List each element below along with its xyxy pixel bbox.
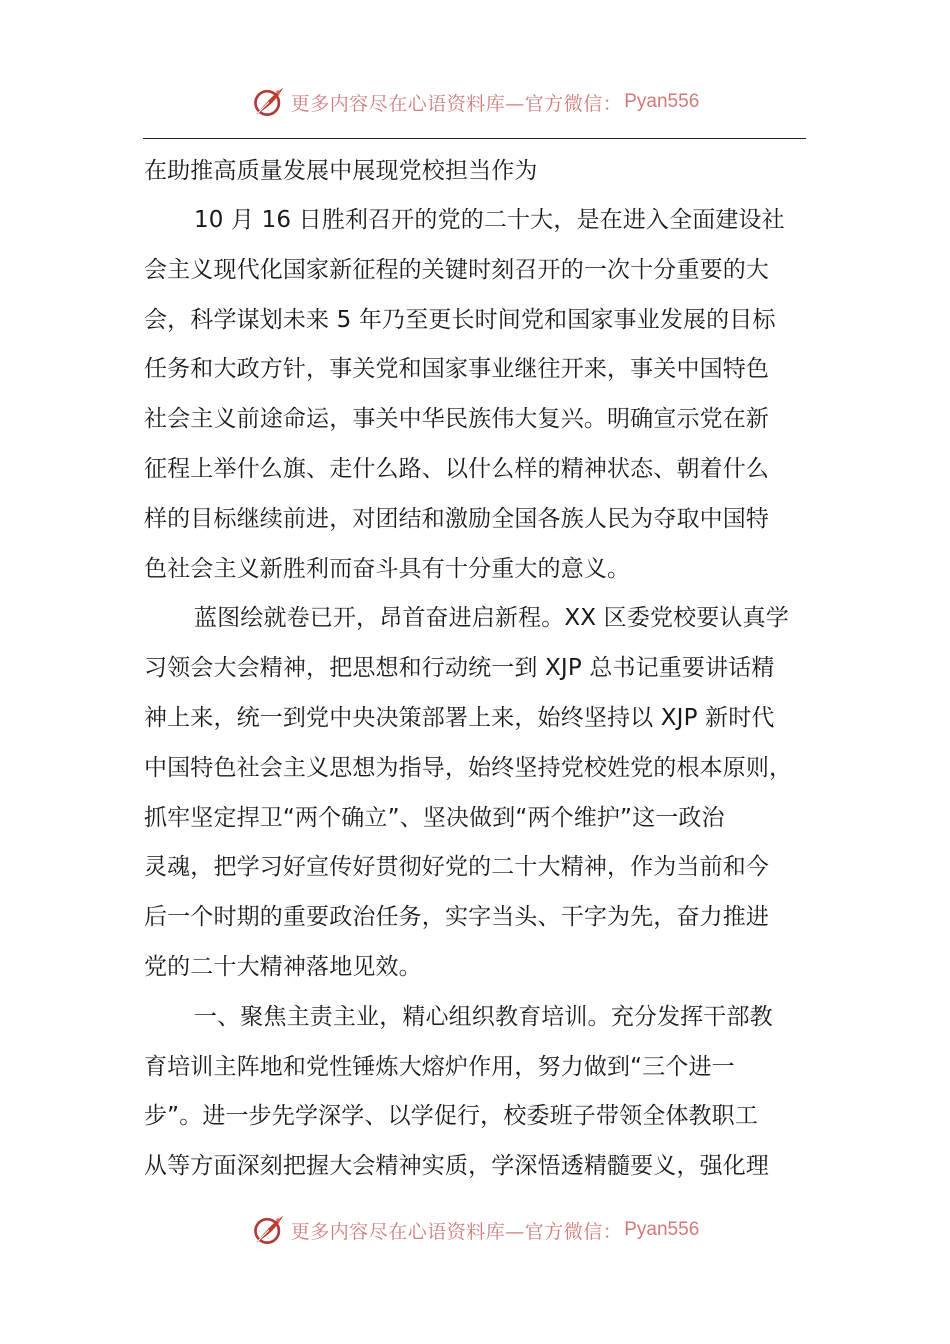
quill-logo-icon — [251, 1212, 287, 1248]
text-line: 10 月 16 日胜利召开的党的二十大，是在进入全面建设社 — [194, 207, 785, 233]
text-line: 会主义现代化国家新征程的关键时刻召开的一次十分重要的大 — [144, 256, 770, 283]
text-line: 后一个时期的重要政治任务，实字当头、干字为先，奋力推进 — [144, 904, 770, 931]
text-line: 抓牢坚定捍卫“两个确立”、坚决做到“两个维护”这一政治 — [144, 804, 725, 831]
text-line: 社会主义前途命运，事关中华民族伟大复兴。明确宣示党在新 — [144, 406, 770, 433]
text-line: 征程上举什么旗、走什么路、以什么样的精神状态、朝着什么 — [144, 455, 770, 482]
text-line: 习领会大会精神，把思想和行动统一到 XJP 总书记重要讲话精 — [144, 655, 775, 682]
text-line: 育培训主阵地和党性锤炼大熔炉作用，努力做到“三个进一 — [144, 1053, 735, 1080]
quill-logo-icon — [251, 84, 287, 120]
header-divider — [143, 138, 806, 139]
footer-banner — [0, 1208, 950, 1252]
footer-wechat-id: Pyan556 — [624, 1219, 700, 1240]
text-line: 样的目标继续前进，对团结和激励全国各族人民为夺取中国特 — [144, 505, 770, 532]
text-line: 中国特色社会主义思想为指导，始终坚持党校姓党的根本原则， — [144, 754, 793, 781]
header-wechat-id: Pyan556 — [624, 91, 700, 112]
text-line: 党的二十大精神落地见效。 — [144, 953, 422, 980]
document-title: 在助推高质量发展中展现党校担当作为 — [144, 158, 538, 184]
text-line: 蓝图绘就卷已开，昂首奋进启新程。XX 区委党校要认真学 — [194, 605, 789, 632]
text-line: 一、聚焦主责主业，精心组织教育培训。充分发挥干部教 — [194, 1003, 773, 1030]
header-banner-text: 更多内容尽在心语资料库—官方微信： — [290, 92, 623, 115]
footer-banner-text: 更多内容尽在心语资料库—官方微信： — [290, 1220, 623, 1243]
document-body — [144, 146, 806, 1192]
text-line: 神上来，统一到党中央决策部署上来，始终坚持以 XJP 新时代 — [144, 704, 775, 731]
text-line: 步”。进一步先学深学、以学促行，校委班子带领全体教职工 — [144, 1103, 758, 1130]
text-line: 会，科学谋划未来 5 年乃至更长时间党和国家事业发展的目标 — [144, 306, 776, 333]
text-line: 从等方面深刻把握大会精神实质，学深悟透精髓要义，强化理 — [144, 1153, 770, 1180]
text-line: 灵魂，把学习好宣传好贯彻好党的二十大精神，作为当前和今 — [144, 854, 770, 881]
header-banner — [0, 80, 950, 124]
text-line: 任务和大政方针，事关党和国家事业继往开来，事关中国特色 — [144, 356, 770, 383]
text-line: 色社会主义新胜利而奋斗具有十分重大的意义。 — [144, 555, 631, 582]
